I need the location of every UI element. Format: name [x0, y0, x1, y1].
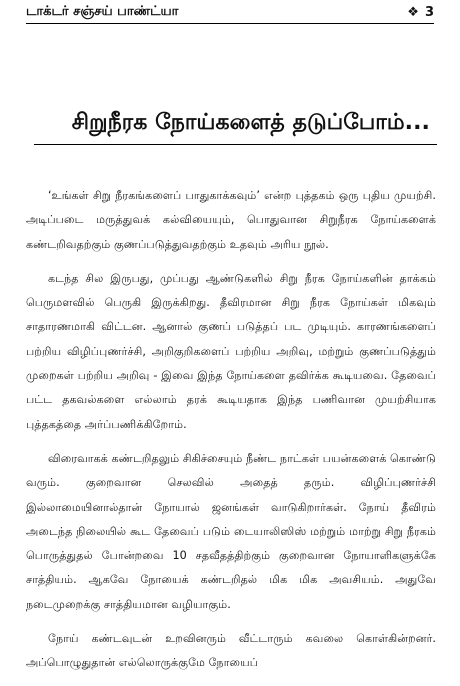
page-number: 3 — [424, 4, 434, 20]
header-rule — [26, 23, 434, 24]
running-header — [26, 3, 434, 21]
paragraph-4: நோய் கண்டவுடன் உறவினரும் வீட்டாரும் கவலை கொள்கின்றனர். அப்பொழுதுதான் எல்லொருக்குமே நோயைப் — [26, 632, 436, 670]
paragraph-3: விரைவாகக் கண்டறிதலும் சிகிச்சையும் நீண்ட நாட்கள் பயன்களைக் கொண்டு வரும். குறைவான செலவில் அதைத் தரும். விழிப்புணர்ச்சி இல்லாமையினால்தான் நோயால் ஜனங்கள் வாடுகிறார்கள். நோய் தீவிரம் அடைந்த நிலையில் கூட தேவைப் படும் டையாலிஸிஸ் மற்றும் மாற்று சிறு நீரகம் பொருத்துதல் போன்றவை 10 சதவீதத்திற்கும் குறைவான நோயாளிகளுக்கே சாத்தியம். ஆகவே நோயைக் கண்டறிதல் மிக மிக அவசியம். அதுவே நடைமுறைக்கு சாத்தியமான வழியாகும். — [26, 451, 436, 611]
paragraph-1: ‘உங்கள் சிறு நீரகங்களைப் பாதுகாக்கவும்’ என்ற புத்தகம் ஒரு புதிய முயற்சி. அடிப்படை மருத்துவக் கல்வியையும், பொதுவான சிறுநீரக நோய்களைக் கண்டறிவதற்கும் குணப்படுத்துவதற்கும் உதவும் அரிய நூல். — [26, 189, 436, 251]
chapter-heading — [26, 110, 434, 150]
diamond-ornament-icon: ❖ — [407, 4, 419, 20]
chapter-title: சிறுநீரக நோய்களைத் தடுப்போம்... — [71, 110, 430, 135]
title-underline — [34, 144, 437, 145]
paragraph-2: கடந்த சில இருபது, முப்பது ஆண்டுகளில் சிறு நீரக நோய்களின் தாக்கம் பெருமளவில் பெருகி இருக்கிறது. தீவிரமான சிறு நீரக நோய்கள் மிகவும் சாதாரணமாகி விட்டன. ஆனால் குணப் படுத்தப் பட முடியும். காரணங்களைப் பற்றிய விழிப்புணர்ச்சி, அறிகுறிகளைப் பற்றிய அறிவு, மற்றும் குணப்படுத்தும் முறைகள் பற்றிய அறிவு - இவை இந்த நோய்களை தவிர்க்க கூடியவை. தேவைப் பட்ட தகவல்களை எல்லாம் தரக் கூடியதாக இந்த பணிவான முயற்சியாக புத்தகத்தை அர்ப்பணிக்கிறோம். — [26, 271, 436, 431]
page-marker — [407, 5, 434, 20]
body-text — [26, 184, 436, 686]
author-name: டாக்டர் சஞ்சய் பாண்ட்யா — [26, 4, 179, 19]
